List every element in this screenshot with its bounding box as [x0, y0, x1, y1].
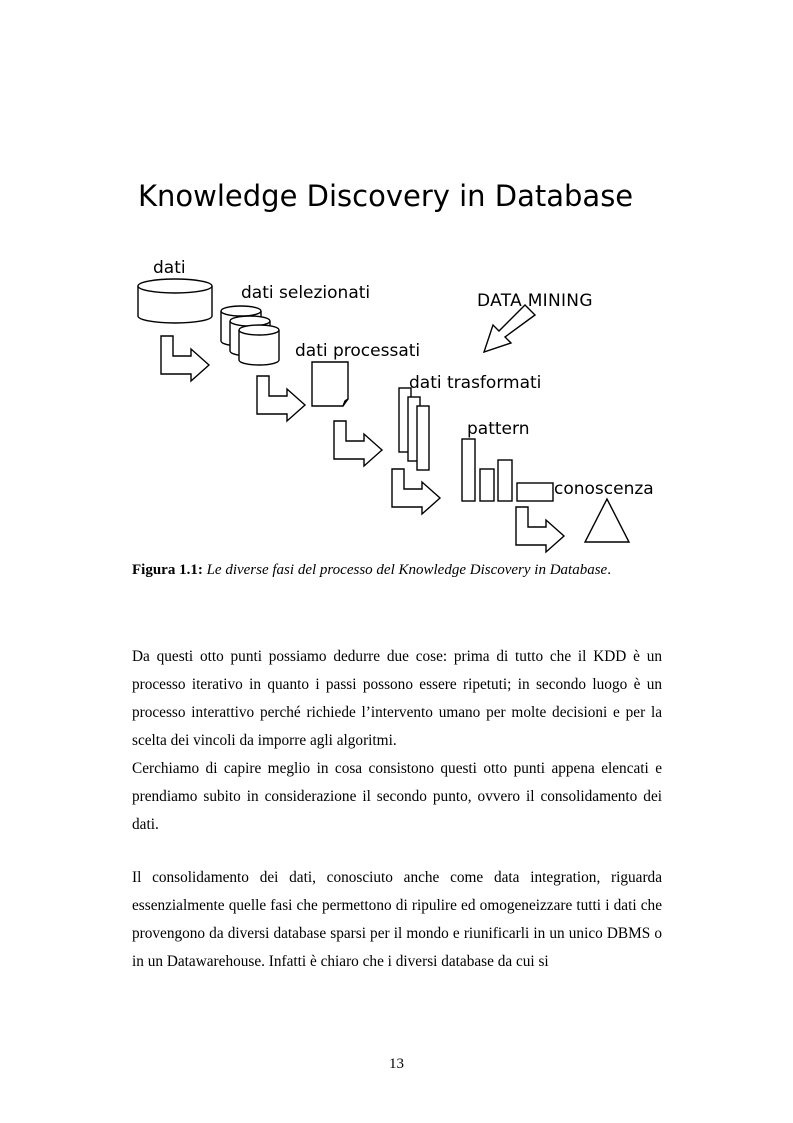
stage-label-trasformati: dati trasformati — [409, 373, 542, 393]
caption-text: Le diverse fasi del processo del Knowledge Discovery in Database — [206, 562, 608, 578]
stage-label-conoscenza: conoscenza — [554, 479, 654, 499]
stage-label-processati: dati processati — [295, 341, 421, 361]
paragraph: Cerchiamo di capire meglio in cosa consistono questi otto punti appena elencati e prendiamo subito in considerazione il secondo punto, ovvero il consolidamento dei dati. — [132, 760, 662, 833]
pattern-bars-icon — [462, 439, 553, 501]
page-number: 13 — [389, 1056, 404, 1072]
step-arrow-icon — [161, 336, 209, 381]
figure-caption: Figura 1.1: Le diverse fasi del processo del Knowledge Discovery in Database. — [132, 562, 611, 578]
step-arrow-icon — [516, 507, 564, 552]
caption-label: Figura 1.1: — [132, 562, 203, 578]
transformed-data-sheets-icon — [399, 388, 429, 470]
dati-cylinder-icon — [138, 279, 212, 323]
stage-label-selezionati: dati selezionati — [241, 283, 371, 303]
step-arrow-icon — [334, 421, 382, 466]
diagram-title: Knowledge Discovery in Database — [138, 179, 634, 213]
step-arrow-icon — [257, 376, 305, 421]
data-mining-arrow-icon — [484, 305, 535, 352]
stage-label-dati: dati — [153, 258, 186, 278]
step-arrow-icon — [392, 469, 440, 514]
data-mining-label: DATA MINING — [477, 291, 593, 311]
selected-data-cylinders-icon — [221, 306, 279, 365]
paragraph: Il consolidamento dei dati, conosciuto anche come data integration, riguarda essenzialmente quelle fasi che permettono di ripulire ed omogeneizzare tutti i dati che provengono da diversi database sparsi per il mondo e riunificarli in un unico DBMS o in un Datawarehouse. Infatti è chiaro che i diversi database da cui si — [132, 869, 662, 970]
processed-data-document-icon — [312, 362, 348, 406]
paragraph: Da questi otto punti possiamo dedurre due cose: prima di tutto che il KDD è un processo iterativo in quanto i passi possono essere ripetuti; in secondo luogo è un processo interattivo perché richiede l’intervento umano per molte decisioni e per la scelta dei vincoli da imporre agli algoritmi. — [132, 648, 662, 749]
kdd-process-diagram — [0, 0, 793, 560]
stage-label-pattern: pattern — [467, 419, 530, 439]
knowledge-triangle-icon — [585, 499, 629, 542]
